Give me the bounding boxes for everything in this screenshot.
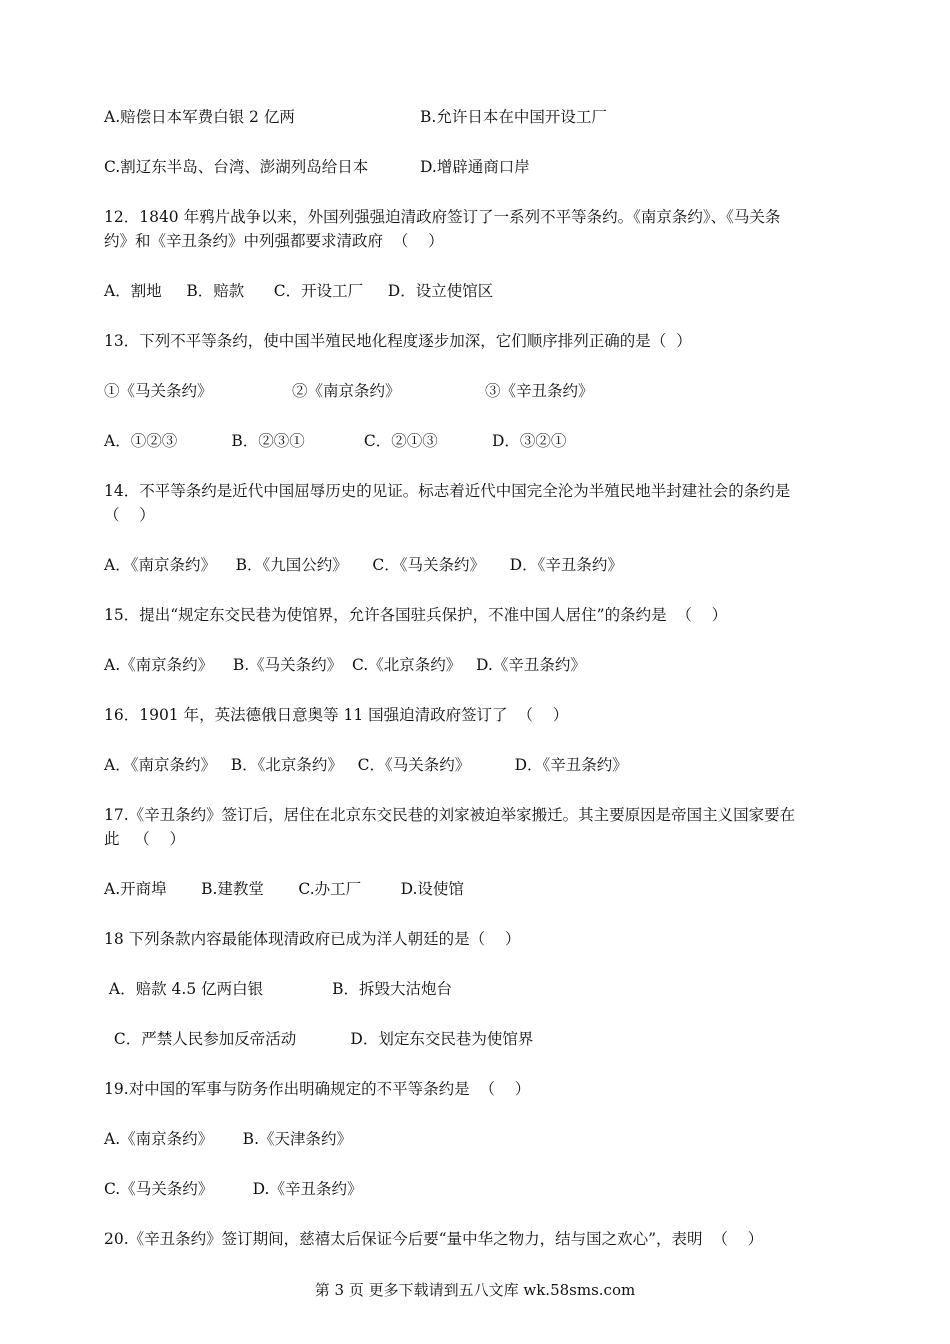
q18-options-row2: C．严禁人民参加反帝活动 D．划定东交民巷为使馆界	[104, 1030, 534, 1048]
q11-option-b: B.允许日本在中国开设工厂	[420, 108, 607, 126]
q13-item-2: ②《南京条约》	[292, 382, 401, 400]
q12-stem-line2: 约》和《辛丑条约》中列强都要求清政府 （ ）	[104, 232, 444, 250]
q19-options-row1: A.《南京条约》 B.《天津条约》	[104, 1130, 353, 1148]
q17-stem-line2: 此 （ ）	[104, 830, 185, 848]
q12-options: A．割地 B．赔款 C．开设工厂 D．设立使馆区	[104, 282, 494, 300]
q16-stem: 16．1901 年，英法德俄日意奥等 11 国强迫清政府签订了 （ ）	[104, 706, 569, 724]
q14-stem-line2: （ ）	[104, 506, 155, 524]
q13-item-3: ③《辛丑条约》	[485, 382, 594, 400]
q13-item-1: ①《马关条约》	[104, 382, 213, 400]
q16-options: A．《南京条约》 B．《北京条约》 C．《马关条约》 D．《辛丑条约》	[104, 756, 628, 774]
q20-stem: 20.《辛丑条约》签订期间，慈禧太后保证今后要“量中华之物力，结与国之欢心”，表明 （ ）	[104, 1230, 764, 1248]
page-footer: 第 3 页 更多下载请到五八文库 wk.58sms.com	[314, 1281, 636, 1299]
q11-option-d: D.增辟通商口岸	[420, 158, 530, 176]
q15-options: A.《南京条约》 B.《马关条约》 C.《北京条约》 D.《辛丑条约》	[104, 656, 586, 674]
q11-option-a: A.赔偿日本军费白银 2 亿两	[104, 108, 295, 126]
q14-stem-line1: 14．不平等条约是近代中国屈辱历史的见证。标志着近代中国完全沦为半殖民地半封建社会的条约是	[104, 482, 791, 500]
q13-stem: 13．下列不平等条约，使中国半殖民地化程度逐步加深，它们顺序排列正确的是（ ）	[104, 332, 692, 350]
q18-stem: 18 下列条款内容最能体现清政府已成为洋人朝廷的是（ ）	[104, 930, 521, 948]
q14-options: A．《南京条约》 B．《九国公约》 C．《马关条约》 D．《辛丑条约》	[104, 556, 623, 574]
q18-options-row1: A．赔款 4.5 亿两白银 B．拆毁大沽炮台	[104, 980, 452, 998]
q17-stem-line1: 17.《辛丑条约》签订后，居住在北京东交民巷的刘家被迫举家搬迁。其主要原因是帝国主义国家要在	[104, 806, 796, 824]
q11-option-c: C.割辽东半岛、台湾、澎湖列岛给日本	[104, 158, 369, 176]
q19-stem: 19.对中国的军事与防务作出明确规定的不平等条约是 （ ）	[104, 1080, 531, 1098]
q12-stem-line1: 12．1840 年鸦片战争以来，外国列强强迫清政府签订了一系列不平等条约。《南京条约》、《马关条	[104, 208, 781, 226]
q17-options: A.开商埠 B.建教堂 C.办工厂 D.设使馆	[104, 880, 464, 898]
q15-stem: 15．提出“规定东交民巷为使馆界，允许各国驻兵保护，不准中国人居住”的条约是 （ ）	[104, 606, 728, 624]
q19-options-row2: C.《马关条约》 D.《辛丑条约》	[104, 1180, 363, 1198]
q13-options: A．①②③ B．②③① C．②①③ D．③②①	[104, 432, 567, 450]
